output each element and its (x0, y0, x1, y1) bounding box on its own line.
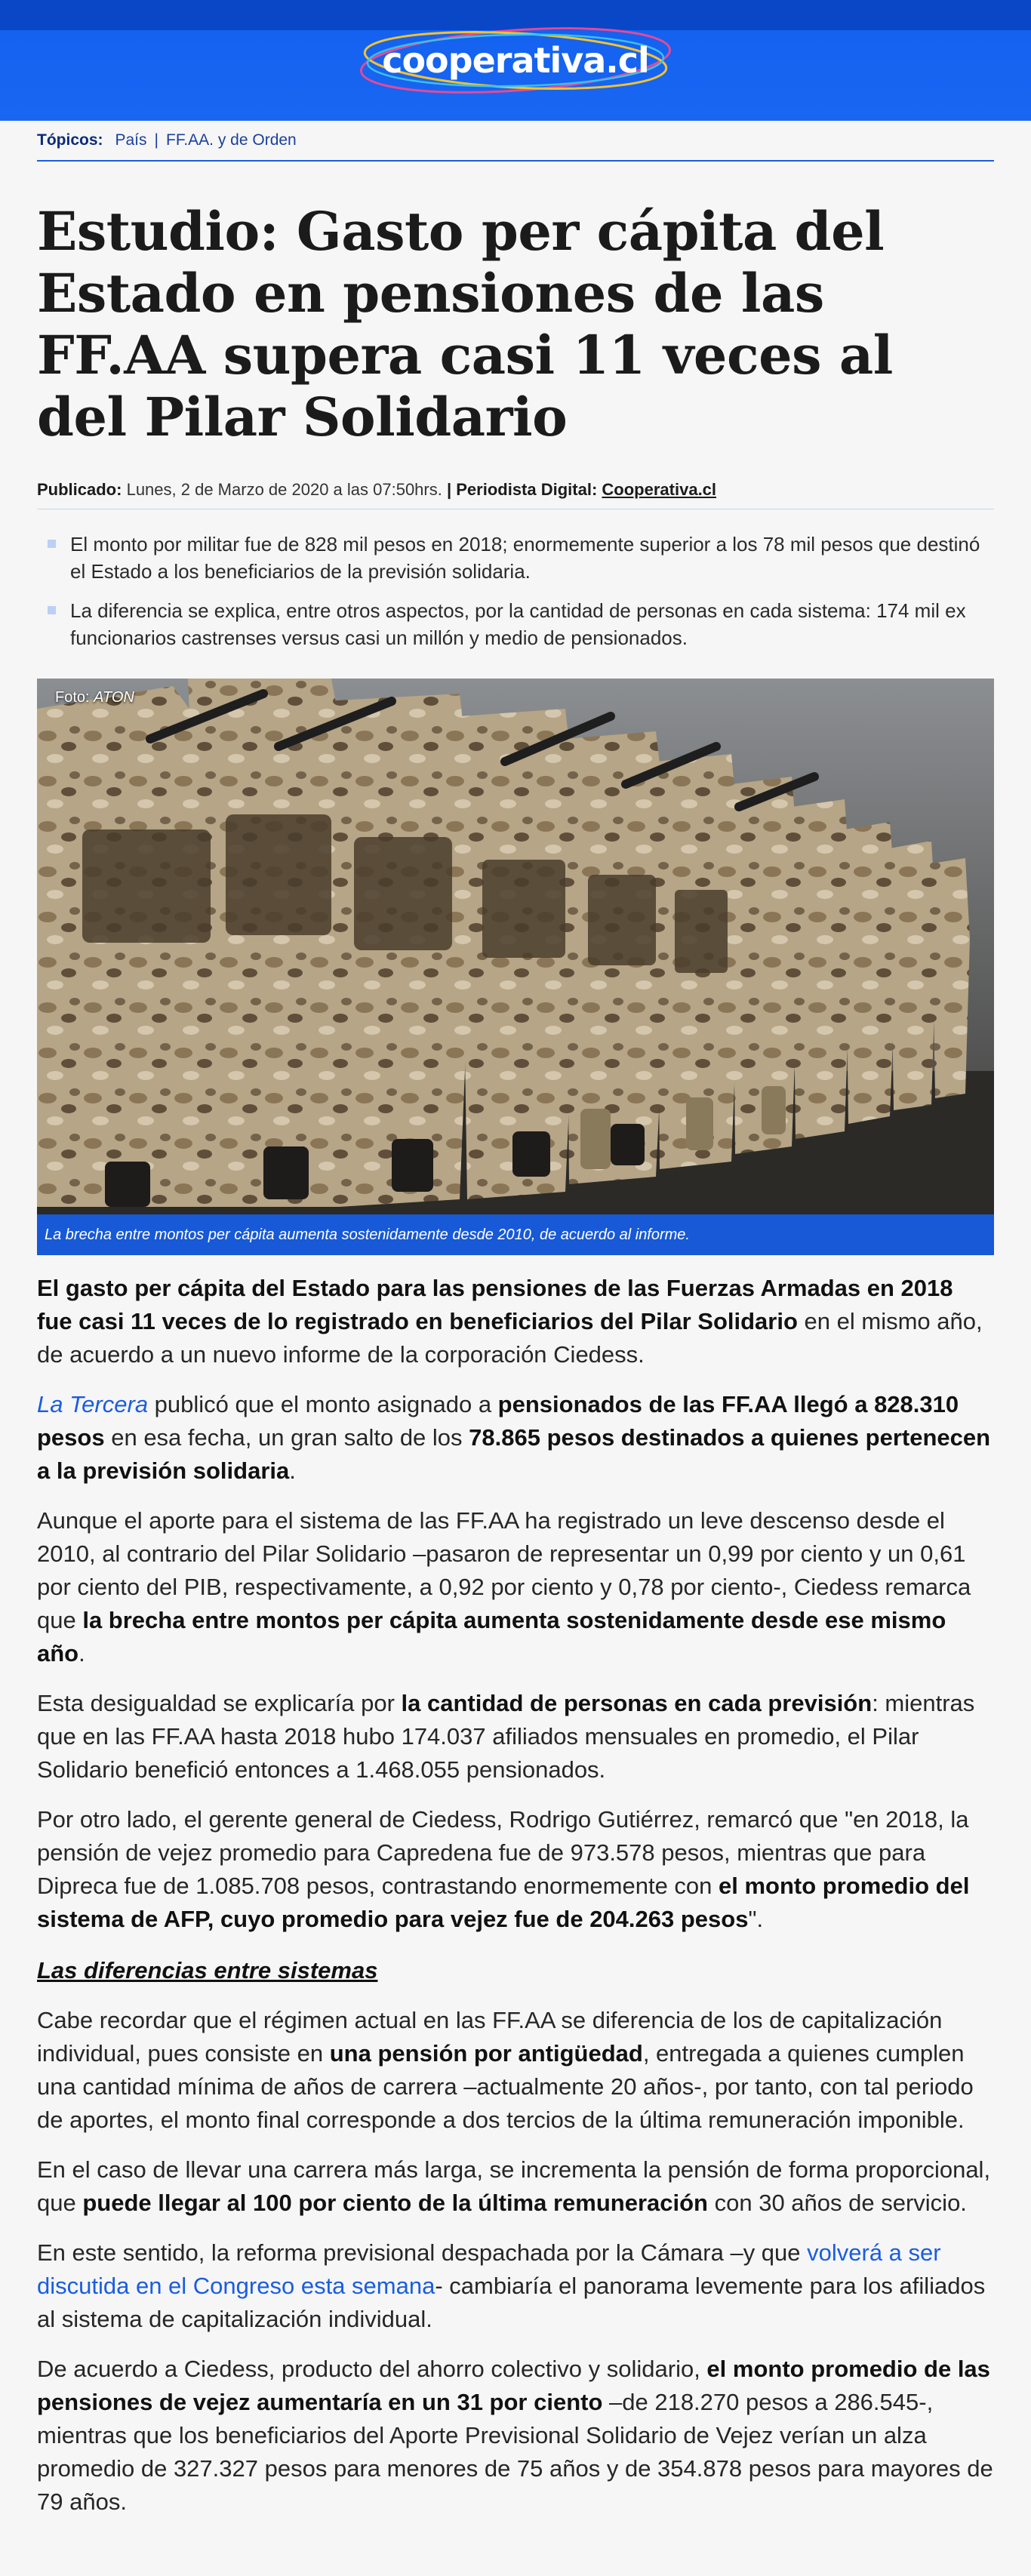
bold-text: El gasto per cápita del Estado para las pensiones de las Fuerzas Armadas en 2018 fue casi 11 veces de lo registrado en beneficiarios del Pilar Solidario (37, 1275, 953, 1334)
paragraph (37, 1504, 994, 1670)
site-logo[interactable] (357, 24, 674, 97)
paragraph (37, 1687, 994, 1787)
text: En el caso de llevar una carrera más larga, se incrementa la pensión de forma proporcional, que (37, 2156, 991, 2216)
photo-credit-source: ATON (94, 689, 134, 706)
published-label: Publicado: (37, 480, 122, 499)
bold-text: el monto promedio del sistema de AFP, cuyo promedio para vejez fue de 204.263 pesos (37, 1873, 970, 1932)
paragraph (37, 2004, 994, 2137)
topics-label: Tópicos: (37, 131, 103, 149)
article-summary (37, 531, 994, 651)
photo-caption: La brecha entre montos per cápita aumenta sostenidamente desde 2010, de acuerdo al informe. (37, 1214, 994, 1255)
congreso-link[interactable]: volverá a ser discutida en el Congreso esta semana (37, 2239, 941, 2299)
text: - cambiaría el panorama levemente para los afiliados al sistema de capitalización individual. (37, 2273, 986, 2332)
text: en el mismo año, de acuerdo a un nuevo informe de la corporación Ciedess. (37, 1308, 983, 1368)
photo-credit-label: Foto: (55, 689, 90, 706)
bold-text: el monto promedio de las pensiones de vejez aumentaría en un 31 por ciento (37, 2356, 990, 2415)
article-photo-figure (37, 679, 994, 1255)
text: Esta desigualdad se explicaría por (37, 1690, 402, 1716)
bold-text: una pensión por antigüedad (329, 2040, 643, 2067)
text: , entregada a quienes cumplen una cantidad mínima de años de carrera –actualmente 20 años-, por tanto, con tal periodo de aportes, el monto final corresponde a dos tercios de la última remuneración imponible. (37, 2040, 974, 2133)
article-photo (37, 679, 994, 1214)
topic-separator: | (154, 131, 158, 149)
text: . (78, 1640, 85, 1667)
text: ". (748, 1906, 764, 1932)
article-byline (37, 480, 994, 509)
text: en esa fecha, un gran salto de los (104, 1424, 469, 1451)
bold-text: la brecha entre montos per cápita aumenta sostenidamente desde ese mismo año (37, 1607, 946, 1667)
topics-bar (37, 121, 994, 162)
bold-text: la cantidad de personas en cada previsión (401, 1690, 873, 1716)
journalist-label: | Periodista Digital: (446, 480, 598, 499)
text: De acuerdo a Ciedess, producto del ahorro colectivo y solidario, (37, 2356, 707, 2382)
bold-text: pensionados de las FF.AA llegó a 828.310 pesos (37, 1391, 959, 1451)
summary-item: La diferencia se explica, entre otros aspectos, por la cantidad de personas en cada sistema: 174 mil ex funcionarios castrenses versus casi un millón y medio de pensionados. (48, 597, 994, 651)
summary-item: El monto por militar fue de 828 mil pesos en 2018; enormemente superior a los 78 mil pesos que destinó el Estado a los beneficiarios de la previsión solidaria. (48, 531, 994, 585)
paragraph (37, 2153, 994, 2220)
journalist-link[interactable]: Cooperativa.cl (602, 480, 717, 499)
text: . (289, 1457, 296, 1484)
paragraph (37, 1803, 994, 1936)
bold-text: puede llegar al 100 por ciento de la última remuneración (82, 2190, 708, 2216)
site-header (0, 0, 1031, 121)
topic-link-ffaa[interactable]: FF.AA. y de Orden (166, 131, 297, 149)
text: con 30 años de servicio. (708, 2190, 967, 2216)
section-subheading: Las diferencias entre sistemas (37, 1957, 378, 1984)
article-title: Estudio: Gasto per cápita del Estado en pensiones de las FF.AA supera casi 11 veces al del Pilar Solidario (37, 200, 893, 448)
text: –de 218.270 pesos a 286.545-, mientras que los beneficiarios del Aporte Previsional Solidario de Vejez verían un alza promedio de 327.327 pesos para menores de 75 años y de 354.878 pesos para mayores de 79 años. (37, 2389, 993, 2515)
paragraph (37, 2236, 994, 2336)
text: : mientras que en las FF.AA hasta 2018 hubo 174.037 afiliados mensuales en promedio, el Pilar Solidario benefició entonces a 1.468.055 pensionados. (37, 1690, 975, 1783)
text: Aunque el aporte para el sistema de las FF.AA ha registrado un leve descenso desde el 2010, al contrario del Pilar Solidario –pasaron de representar un 0,99 por ciento y un 0,61 por ciento del PIB, respectivamente, a 0,92 por ciento y 0,78 por ciento-, Ciedess remarca que (37, 1507, 971, 1633)
text: En este sentido, la reforma previsional despachada por la Cámara –y que (37, 2239, 808, 2266)
text: Por otro lado, el gerente general de Ciedess, Rodrigo Gutiérrez, remarcó que "en 2018, la pensión de vejez promedio para Capredena fue de 973.578 pesos, mientras que para Dipreca fue de 1.085.708 pesos, contrastando enormemente con (37, 1806, 969, 1899)
published-date: Lunes, 2 de Marzo de 2020 a las 07:50hrs. (126, 480, 442, 499)
text: Cabe recordar que el régimen actual en las FF.AA se diferencia de los de capitalización individual, pues consiste en (37, 2007, 943, 2067)
logo-text: cooperativa.cl (382, 40, 649, 81)
bold-text: 78.865 pesos destinados a quienes pertenecen a la previsión solidaria (37, 1424, 991, 1484)
la-tercera-link[interactable]: La Tercera (37, 1391, 149, 1417)
photo-credit (55, 689, 134, 706)
paragraph (37, 1388, 994, 1488)
text: publicó que el monto asignado a (148, 1391, 498, 1417)
article-body (37, 1272, 994, 2519)
paragraph (37, 2353, 994, 2519)
paragraph (37, 1272, 994, 1371)
soldiers-marching-image (37, 679, 994, 1214)
topic-link-pais[interactable]: País (115, 131, 147, 149)
